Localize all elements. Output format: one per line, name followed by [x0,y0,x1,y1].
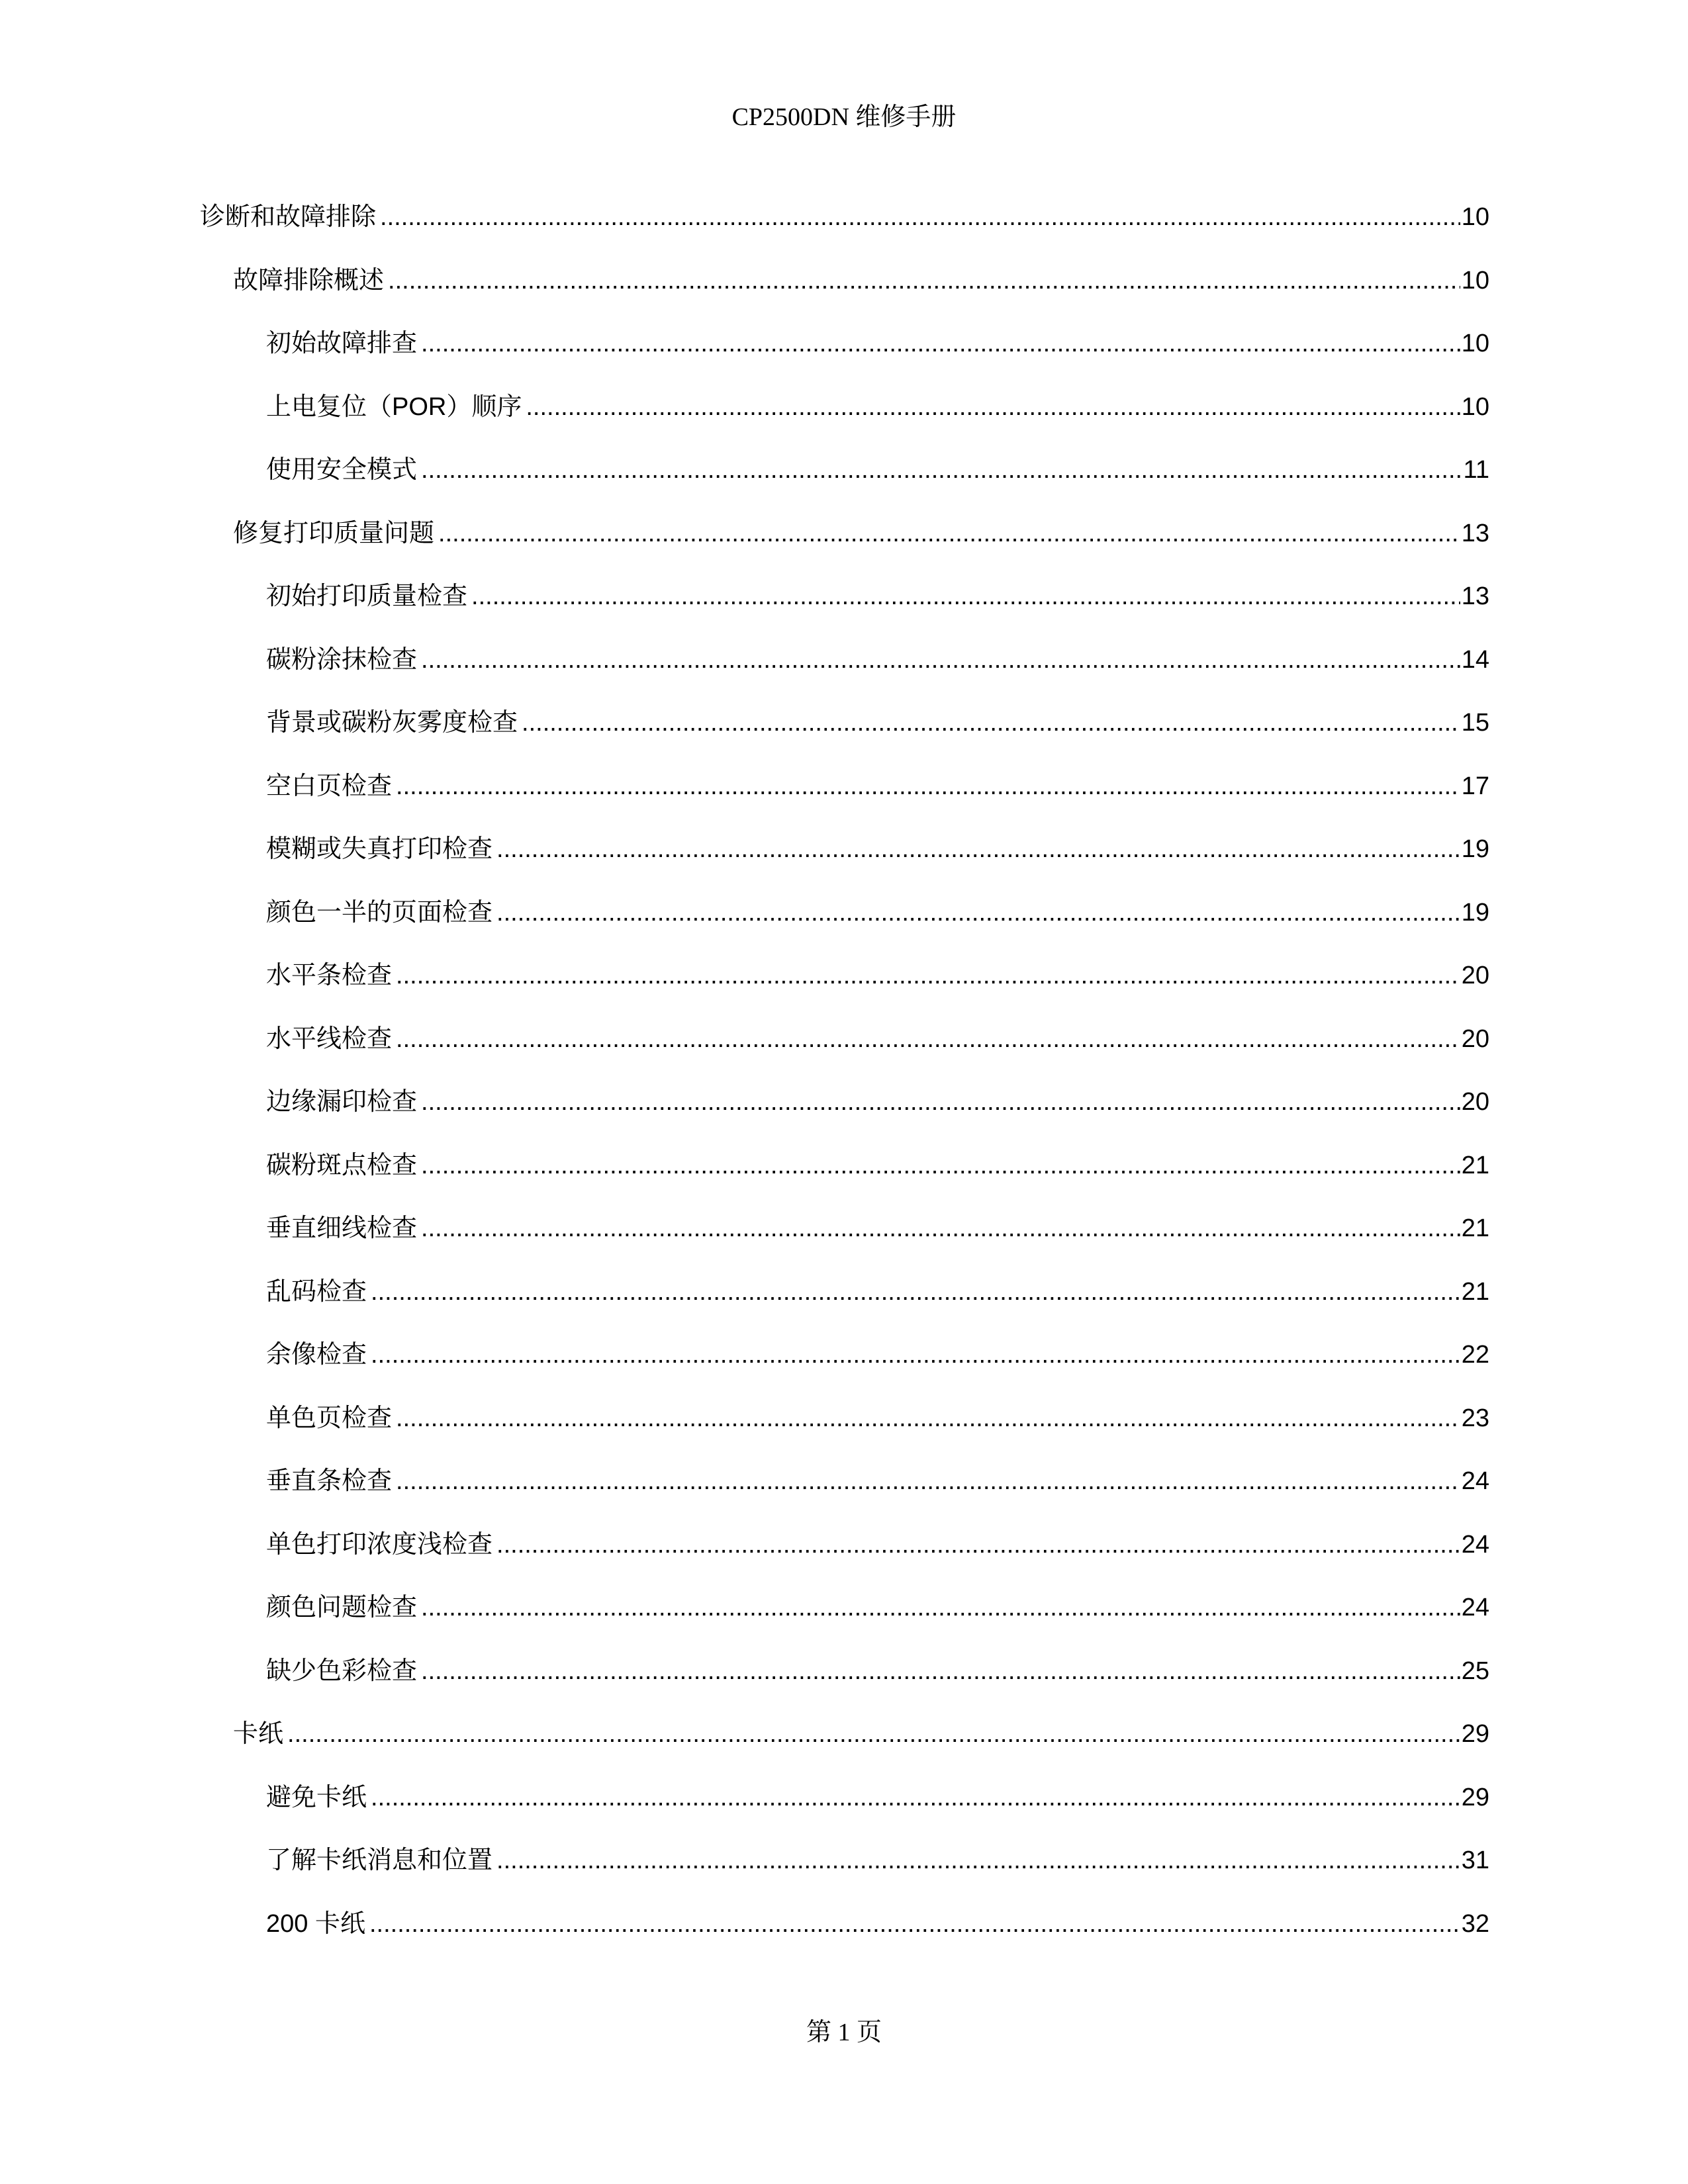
toc-dot-leader [421,640,1460,680]
toc-entry[interactable] [0,1841,1489,1880]
toc-entry[interactable] [0,1461,1489,1501]
toc-entry[interactable] [0,1588,1489,1627]
toc-entry-page-number: 19 [1461,835,1489,863]
toc-entry[interactable] [0,766,1489,806]
toc-entry[interactable] [0,324,1489,363]
toc-entry-page-number: 13 [1461,582,1489,610]
toc-entry-title: 了解卡纸消息和位置 [266,1846,493,1874]
page-footer [0,2015,1688,2050]
toc-entry-page-number: 22 [1461,1341,1489,1369]
toc-dot-leader [526,387,1460,427]
toc-entry-page-number: 21 [1461,1278,1489,1306]
toc-entry-page-number: 31 [1461,1846,1489,1874]
toc-entry-page-number: 20 [1461,1088,1489,1116]
toc-entry-title: 避免卡纸 [266,1784,367,1811]
toc-dot-leader [396,956,1460,995]
toc-entry[interactable] [0,640,1489,680]
toc-entry-page-number: 24 [1461,1467,1489,1495]
toc-dot-leader [369,1904,1460,1944]
toc-dot-leader [522,703,1460,743]
page-number-label: 第 1 页 [806,2019,882,2046]
toc-entry-title: 诊断和故障排除 [200,203,377,231]
toc-entry-title: 初始打印质量检查 [266,582,468,610]
toc-dot-leader [496,829,1460,869]
toc-entry-page-number: 10 [1461,203,1489,231]
toc-entry[interactable] [0,1398,1489,1438]
toc-entry-page-number: 20 [1461,962,1489,989]
toc-entry-page-number: 29 [1461,1784,1489,1811]
toc-dot-leader [496,893,1460,933]
toc-dot-leader [421,1651,1460,1691]
toc-entry[interactable] [0,576,1489,616]
toc-entry-page-number: 24 [1461,1594,1489,1621]
toc-entry-page-number: 10 [1461,267,1489,295]
toc-dot-leader [421,1208,1460,1248]
toc-entry-title: 上电复位（POR）顺序 [266,393,522,421]
toc-entry-title: 单色页检查 [266,1404,393,1432]
toc-entry-title: 卡纸 [233,1720,284,1748]
toc-entry[interactable] [0,956,1489,995]
toc-entry-title: 使用安全模式 [266,456,418,484]
toc-entry-title: 颜色问题检查 [266,1594,418,1621]
toc-entry[interactable] [0,1651,1489,1691]
toc-entry-page-number: 20 [1461,1025,1489,1053]
toc-dot-leader [438,514,1460,553]
toc-entry-title: 碳粉涂抹检查 [266,646,418,674]
toc-dot-leader [371,1335,1460,1375]
toc-entry-page-number: 24 [1461,1531,1489,1559]
toc-entry-page-number: 21 [1461,1214,1489,1242]
toc-entry-title: 水平线检查 [266,1025,393,1053]
toc-entry-title: 初始故障排查 [266,330,418,357]
toc-entry-title: 模糊或失真打印检查 [266,835,493,863]
toc-entry[interactable] [0,703,1489,743]
toc-dot-leader [421,1588,1460,1627]
toc-entry-title: 故障排除概述 [233,267,385,295]
toc-dot-leader [380,197,1460,237]
toc-dot-leader [388,261,1460,300]
toc-entry-title: 单色打印浓度浅检查 [266,1531,493,1559]
toc-entry-page-number: 10 [1461,393,1489,421]
toc-entry[interactable] [0,1272,1489,1312]
toc-dot-leader [396,766,1460,806]
toc-entry-title: 修复打印质量问题 [233,520,435,547]
toc-dot-leader [421,450,1462,490]
toc-entry[interactable] [0,1778,1489,1817]
toc-entry-page-number: 23 [1461,1404,1489,1432]
toc-dot-leader [396,1019,1460,1059]
toc-entry[interactable] [0,387,1489,427]
toc-entry-title: 背景或碳粉灰雾度检查 [266,709,518,737]
toc-dot-leader [396,1461,1460,1501]
toc-entry[interactable] [0,1525,1489,1565]
toc-entry-page-number: 14 [1461,646,1489,674]
toc-entry-page-number: 13 [1461,520,1489,547]
toc-entry-page-number: 21 [1461,1152,1489,1179]
toc-dot-leader [421,324,1460,363]
toc-entry-title: 垂直条检查 [266,1467,393,1495]
toc-entry-page-number: 10 [1461,330,1489,357]
toc-entry[interactable] [0,1082,1489,1122]
toc-dot-leader [471,576,1460,616]
toc-entry[interactable] [0,1019,1489,1059]
toc-entry[interactable] [0,1208,1489,1248]
toc-entry-page-number: 32 [1461,1910,1489,1938]
toc-entry-title: 碳粉斑点检查 [266,1152,418,1179]
toc-entry[interactable] [0,450,1489,490]
toc-entry-title: 余像检查 [266,1341,367,1369]
toc-entry[interactable] [0,514,1489,553]
toc-entry-page-number: 11 [1463,456,1489,484]
toc-entry[interactable] [0,1714,1489,1754]
toc-entry[interactable] [0,1335,1489,1375]
toc-entry-page-number: 15 [1461,709,1489,737]
toc-dot-leader [371,1272,1460,1312]
page-header [0,99,1688,135]
toc-dot-leader [371,1778,1460,1817]
toc-entry-page-number: 29 [1461,1720,1489,1748]
toc-entry-title: 乱码检查 [266,1278,367,1306]
toc-entry-title: 空白页检查 [266,772,393,800]
toc-entry[interactable] [0,1146,1489,1185]
toc-entry-title: 缺少色彩检查 [266,1657,418,1685]
toc-entry-page-number: 25 [1461,1657,1489,1685]
toc-entry-title: 200 卡纸 [266,1910,365,1938]
toc-dot-leader [421,1146,1460,1185]
toc-dot-leader [421,1082,1460,1122]
toc-entry[interactable] [0,1904,1489,1944]
toc-entry[interactable] [0,893,1489,933]
toc-dot-leader [396,1398,1460,1438]
toc-entry[interactable] [0,261,1489,300]
toc-entry[interactable] [0,829,1489,869]
document-title: CP2500DN 维修手册 [731,103,957,131]
toc-dot-leader [496,1841,1460,1880]
toc-dot-leader [496,1525,1460,1565]
toc-entry-title: 颜色一半的页面检查 [266,899,493,927]
toc-entry-page-number: 19 [1461,899,1489,927]
toc-entry[interactable] [0,197,1489,237]
toc-entry-title: 边缘漏印检查 [266,1088,418,1116]
toc-dot-leader [287,1714,1460,1754]
toc-entry-title: 水平条检查 [266,962,393,989]
toc-entry-title: 垂直细线检查 [266,1214,418,1242]
toc-entry-page-number: 17 [1461,772,1489,800]
